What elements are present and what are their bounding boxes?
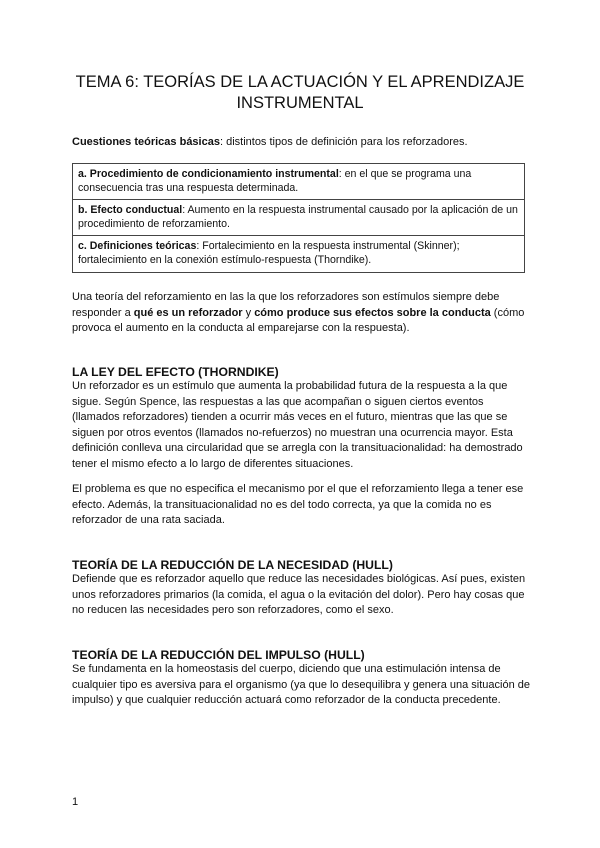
definition-row-b [73,200,524,236]
section-heading-reduccion-necesidad: TEORÍA DE LA REDUCCIÓN DE LA NECESIDAD (HULL) [72,558,393,572]
definition-text: : Fortalecimiento en la respuesta instrumental (Skinner); fortalecimiento en la conexión estímulo-respuesta (Thorndike). [78,240,460,266]
theory-bold-1: qué es un reforzador [133,306,243,319]
section-heading-ley-efecto: LA LEY DEL EFECTO (THORNDIKE) [72,365,279,379]
definitions-table [72,163,525,273]
title-line-1: TEMA 6: TEORÍAS DE LA ACTUACIÓN Y EL APRENDIZAJE [75,73,525,91]
section-heading-reduccion-impulso: TEORÍA DE LA REDUCCIÓN DEL IMPULSO (HULL) [72,648,365,662]
section-paragraph-ley-efecto-2: El problema es que no especifica el mecanismo por el que el reforzamiento llega a tener ese efecto. Además, la transituacionalidad no es del todo correcta, ya que la comida no es reforzador de una rata saciada. [72,483,524,526]
definition-label: c. Definiciones teóricas [78,240,197,252]
title-line-2: INSTRUMENTAL [236,94,364,112]
intro-paragraph [72,135,532,149]
definition-text: : Aumento en la respuesta instrumental causado por la aplicación de un procedimiento de reforzamiento. [78,204,518,230]
definition-row-a [73,164,524,200]
intro-text: : distintos tipos de definición para los reforzadores. [219,136,468,148]
theory-text-2: y [242,306,255,319]
section-paragraph-reduccion-necesidad: Defiende que es reforzador aquello que reduce las necesidades biológicas. Así pues, existen unos reforzadores primarios (la comida, el agua o la evitación del dolor). Pero hay cosas que no reducen las necesidades pero son reforzadores, como el sexo. [72,573,526,616]
theory-text-3: (cómo provoca el aumento en la conducta al emparejarse con la respuesta). [72,306,525,334]
intro-label: Cuestiones teóricas básicas [72,136,220,148]
definition-label: a. Procedimiento de condicionamiento instrumental [78,168,339,180]
page-title [62,72,538,114]
theory-paragraph [72,290,532,337]
definition-text: : en el que se programa una consecuencia tras una respuesta determinada. [78,168,472,194]
theory-text-1: Una teoría del reforzamiento en las la que los reforzadores son estímulos siempre debe responder a [72,291,500,319]
definition-row-c [73,236,524,272]
section-paragraph-ley-efecto-1: Un reforzador es un estímulo que aumenta la probabilidad futura de la respuesta a la que sigue. Según Spence, las respuestas a las que acompañan o siguen ciertos eventos (llamados reforzadores) tienden a ocurrir más veces en el futuro, mientras que las que se siguen por otros eventos (llamados no-refuerzos) no muestran una ocurrencia mayor. Esta definición conlleva una circularidad que se arregla con la transituacionalidad: ha demostrado tener el mismo efecto a lo largo de diferentes situaciones. [72,380,523,470]
page-number: 1 [72,796,79,808]
theory-bold-2: cómo produce sus efectos sobre la conducta [254,306,491,319]
definition-label: b. Efecto conductual [78,204,183,216]
section-paragraph-reduccion-impulso: Se fundamenta en la homeostasis del cuerpo, diciendo que una estimulación intensa de cualquier tipo es aversiva para el organismo (ya que lo desequilibra y genera una situación de impulso) y que cualquier reducción actuará como reforzador de la conducta precedente. [72,663,530,706]
